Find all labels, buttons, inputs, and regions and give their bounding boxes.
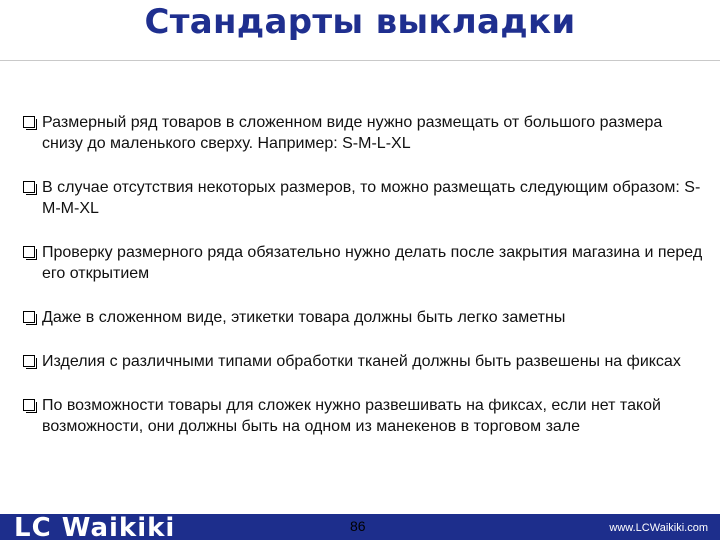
- bullet-item: [22, 177, 707, 219]
- bullet-text: Даже в сложенном виде, этикетки товара должны быть легко заметны: [42, 309, 566, 326]
- bullet-item: [22, 242, 707, 284]
- checkbox-bullet-icon: [23, 246, 35, 258]
- checkbox-bullet-icon: [23, 311, 35, 323]
- bullet-text: Проверку размерного ряда обязательно нужно делать после закрытия магазина и перед его открытием: [42, 244, 703, 282]
- website-text: www.LCWaikiki.com: [609, 522, 708, 534]
- brand-logo: LC Waikiki: [14, 513, 176, 543]
- bullet-text: Изделия с различными типами обработки тканей должны быть развешены на фиксах: [42, 353, 681, 370]
- checkbox-bullet-icon: [23, 355, 35, 367]
- page-number: 86: [350, 518, 366, 534]
- footer-bar: [0, 513, 720, 543]
- bullet-item: [22, 112, 707, 154]
- checkbox-bullet-icon: [23, 399, 35, 411]
- slide-title: Стандарты выкладки: [144, 2, 576, 42]
- title-divider: [0, 60, 720, 61]
- bullet-item: [22, 307, 707, 328]
- bullet-text: В случае отсутствия некоторых размеров, то можно размещать следующим образом: S-M-M-XL: [42, 179, 701, 217]
- checkbox-bullet-icon: [23, 116, 35, 128]
- bullet-text: Размерный ряд товаров в сложенном виде нужно размещать от большого размера снизу до маленького сверху. Например: S-M-L-XL: [42, 114, 663, 152]
- bullet-item: [22, 351, 707, 372]
- bullet-item: [22, 395, 707, 437]
- bullet-list: [22, 112, 707, 437]
- bullet-text: По возможности товары для сложек нужно развешивать на фиксах, если нет такой возможности, они должны быть на одном из манекенов в торговом зале: [42, 397, 661, 435]
- checkbox-bullet-icon: [23, 181, 35, 193]
